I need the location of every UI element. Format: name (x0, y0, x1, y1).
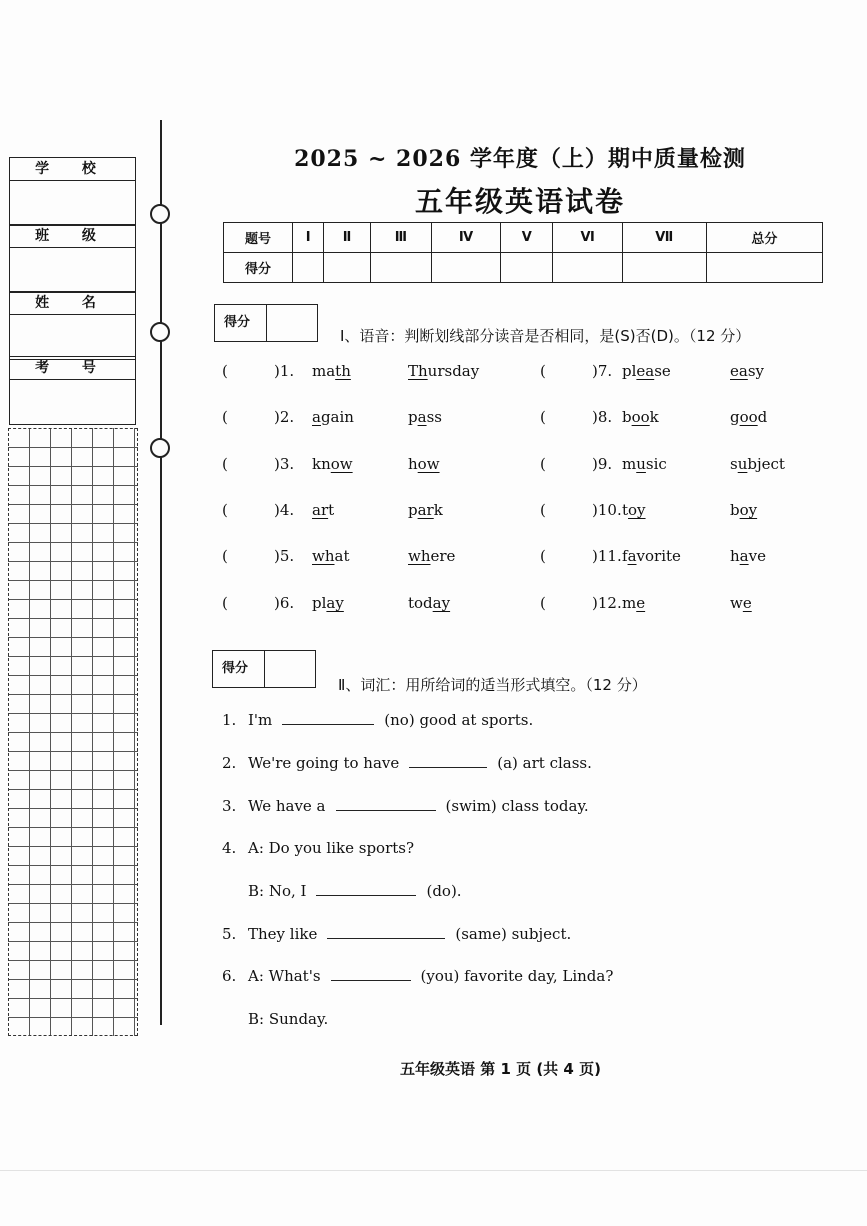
word-part: w (730, 594, 743, 612)
item-number: )5. (274, 547, 295, 565)
word-part: p (408, 501, 418, 519)
vocab-text: We're going to have (248, 754, 400, 772)
vocab-line (222, 753, 592, 772)
answer-paren: ( (222, 501, 228, 519)
vocab-hint: (no) good at sports. (384, 711, 534, 729)
class-value[interactable] (10, 248, 135, 292)
word-part: b (622, 408, 632, 426)
word-part: kn (312, 455, 331, 473)
item-number: )4. (274, 501, 295, 519)
answer-paren: ( (540, 362, 546, 380)
name-field (9, 291, 136, 360)
answer-paren: ( (540, 501, 546, 519)
page-bottom-rule (0, 1170, 867, 1171)
underlined-part: oy (628, 501, 646, 519)
underlined-part: oo (739, 408, 758, 426)
underlined-part: th (335, 362, 351, 380)
word-part: m (622, 594, 637, 612)
exam-number-label: 考 号 (10, 357, 135, 380)
underlined-part: ay (432, 594, 451, 612)
word-one (622, 547, 681, 565)
word-two (408, 408, 442, 426)
underlined-part: wh (408, 547, 431, 565)
item-number: )7. (592, 362, 613, 380)
answer-paren: ( (222, 408, 228, 426)
vocab-hint: (same) subject. (455, 925, 572, 943)
word-two (408, 547, 455, 565)
underlined-part: oy (739, 501, 758, 519)
score-cell[interactable] (706, 253, 822, 283)
word-part: d (757, 408, 768, 426)
word-part: ma (312, 362, 336, 380)
underlined-part: ea (730, 362, 748, 380)
word-part: t (622, 501, 629, 519)
answer-blank[interactable] (550, 547, 590, 567)
exam-number-field (9, 356, 136, 425)
page-footer: 五年级英语 第 1 页 (共 4 页) (400, 1060, 601, 1078)
fill-in-blank[interactable] (409, 753, 487, 768)
vocab-number: 2. (222, 754, 237, 772)
score-cell[interactable] (293, 253, 324, 283)
word-one (312, 455, 353, 473)
fill-in-blank[interactable] (327, 924, 445, 939)
word-two (730, 408, 767, 426)
word-part: ss (426, 408, 442, 426)
word-part: sic (645, 455, 667, 473)
word-part: se (654, 362, 671, 380)
word-part: h (408, 455, 418, 473)
underlined-part: a (739, 547, 749, 565)
vocab-line (222, 796, 589, 815)
school-value[interactable] (10, 181, 135, 225)
answer-blank[interactable] (550, 455, 590, 475)
underlined-part: a (627, 547, 637, 565)
answer-blank[interactable] (550, 362, 590, 382)
score-cell[interactable] (501, 253, 553, 283)
score-table-col: Ⅶ (622, 223, 706, 253)
vocab-line (222, 924, 571, 943)
score-table-row-header: 题号 (224, 223, 293, 253)
item-number: )11. (592, 547, 622, 565)
word-part: tod (408, 594, 433, 612)
score-cell[interactable] (431, 253, 500, 283)
answer-paren: ( (540, 594, 546, 612)
score-table-score-row (224, 253, 823, 283)
word-one (622, 455, 667, 473)
item-number: )1. (274, 362, 295, 380)
section2-score-box (212, 650, 316, 688)
score-table-col: Ⅴ (501, 223, 553, 253)
answer-blank[interactable] (232, 547, 272, 567)
word-part: s (730, 455, 738, 473)
item-number: )8. (592, 408, 613, 426)
vocab-number: 6. (222, 967, 237, 985)
section2-score-value[interactable] (265, 651, 315, 687)
class-label: 班 级 (10, 225, 135, 248)
vocab-text: A: Do you like sports? (248, 839, 415, 857)
word-two (730, 594, 752, 612)
answer-paren: ( (222, 362, 228, 380)
word-one (622, 408, 659, 426)
section2-score-label: 得分 (213, 651, 265, 687)
word-two (730, 501, 757, 519)
vocab-number: 3. (222, 797, 237, 815)
vocab-text: They like (248, 925, 318, 943)
vocab-text: B: Sunday. (248, 1010, 329, 1028)
answer-blank[interactable] (550, 408, 590, 428)
underlined-part: u (636, 455, 646, 473)
underlined-part: oo (631, 408, 650, 426)
vocab-line (222, 839, 414, 857)
vocab-hint: (you) favorite day, Linda? (420, 967, 614, 985)
underlined-part: ow (330, 455, 353, 473)
item-number: )2. (274, 408, 295, 426)
word-two (408, 594, 450, 612)
vocab-line (222, 1010, 328, 1028)
section2-title: Ⅱ、词汇：用所给词的适当形式填空。（12 分） (338, 676, 647, 694)
score-table-col: Ⅱ (324, 223, 370, 253)
underlined-part: Th (408, 362, 428, 380)
name-label: 姓 名 (10, 292, 135, 315)
answer-paren: ( (222, 547, 228, 565)
scratch-grid (8, 428, 138, 1036)
word-part: k (433, 501, 443, 519)
item-number: )9. (592, 455, 613, 473)
vocab-hint: (swim) class today. (445, 797, 589, 815)
name-value[interactable] (10, 315, 135, 359)
word-one (622, 501, 646, 519)
fill-in-blank[interactable] (316, 881, 416, 896)
answer-blank[interactable] (232, 455, 272, 475)
word-part: m (622, 455, 637, 473)
word-two (408, 362, 479, 380)
word-part: k (649, 408, 659, 426)
class-field (9, 224, 136, 293)
section1-score-box (214, 304, 318, 342)
word-part: vorite (636, 547, 681, 565)
answer-paren: ( (540, 547, 546, 565)
word-two (730, 455, 785, 473)
word-part: p (408, 408, 418, 426)
word-one (312, 362, 351, 380)
exam-title: 2025 ~ 2026 学年度（上）期中质量检测 (294, 146, 746, 172)
underlined-part: ay (326, 594, 344, 612)
underlined-part: e (742, 594, 752, 612)
word-part: ere (430, 547, 456, 565)
underlined-part: wh (312, 547, 335, 565)
word-part: ursday (427, 362, 480, 380)
answer-paren: ( (222, 455, 228, 473)
score-table-col: Ⅰ (293, 223, 324, 253)
item-number: )3. (274, 455, 295, 473)
word-one (622, 594, 645, 612)
answer-blank[interactable] (232, 362, 272, 382)
answer-blank[interactable] (550, 594, 590, 614)
vocab-hint: (a) art class. (497, 754, 592, 772)
word-two (730, 362, 764, 380)
fill-in-blank[interactable] (331, 966, 411, 981)
underlined-part: ar (417, 501, 434, 519)
word-one (312, 501, 334, 519)
word-one (312, 408, 354, 426)
section1-score-label: 得分 (215, 305, 267, 341)
underlined-part: ow (417, 455, 440, 473)
vocab-number: 4. (222, 839, 237, 857)
score-table-col: Ⅵ (553, 223, 622, 253)
underlined-part: u (737, 455, 748, 473)
item-number: )10. (592, 501, 622, 519)
answer-blank[interactable] (232, 594, 272, 614)
school-label: 学 校 (10, 158, 135, 181)
answer-paren: ( (540, 455, 546, 473)
exam-number-value[interactable] (10, 380, 135, 424)
item-number: )12. (592, 594, 622, 612)
answer-blank[interactable] (550, 501, 590, 521)
word-part: t (328, 501, 335, 519)
score-table-col: Ⅲ (370, 223, 431, 253)
binding-line (160, 120, 162, 1025)
vocab-text: I'm (248, 711, 273, 729)
score-cell[interactable] (622, 253, 706, 283)
underlined-part: ea (636, 362, 655, 380)
answer-blank[interactable] (232, 408, 272, 428)
vocab-text: B: No, I (248, 882, 307, 900)
fill-in-blank[interactable] (282, 710, 374, 725)
score-table (223, 222, 823, 283)
vocab-text: A: What's (248, 967, 321, 985)
binding-hole (150, 438, 170, 458)
binding-hole (150, 204, 170, 224)
underlined-part: ar (312, 501, 329, 519)
word-two (730, 547, 766, 565)
binding-hole (150, 322, 170, 342)
word-two (408, 455, 440, 473)
school-field (9, 157, 136, 226)
score-table-col: Ⅳ (431, 223, 500, 253)
underlined-part: a (417, 408, 427, 426)
word-part: g (730, 408, 740, 426)
vocab-line (222, 710, 533, 729)
score-cell[interactable] (553, 253, 622, 283)
score-table-header-row (224, 223, 823, 253)
underlined-part: e (636, 594, 646, 612)
word-part: ve (748, 547, 766, 565)
word-part: b (730, 501, 740, 519)
vocab-number: 5. (222, 925, 237, 943)
score-cell[interactable] (370, 253, 431, 283)
item-number: )6. (274, 594, 295, 612)
word-part: bject (747, 455, 785, 473)
vocab-text: We have a (248, 797, 326, 815)
vocab-line (222, 966, 613, 985)
answer-blank[interactable] (232, 501, 272, 521)
answer-paren: ( (222, 594, 228, 612)
word-one (312, 547, 349, 565)
word-one (312, 594, 344, 612)
fill-in-blank[interactable] (336, 796, 436, 811)
score-table-col: 总分 (706, 223, 822, 253)
vocab-number: 1. (222, 711, 237, 729)
section1-score-value[interactable] (267, 305, 317, 341)
word-two (408, 501, 443, 519)
word-part: pl (622, 362, 637, 380)
underlined-part: a (312, 408, 321, 426)
answer-paren: ( (540, 408, 546, 426)
word-part: pl (312, 594, 327, 612)
vocab-line (222, 881, 462, 900)
word-part: at (334, 547, 350, 565)
word-part: sy (747, 362, 764, 380)
word-part: h (730, 547, 740, 565)
exam-subtitle: 五年级英语试卷 (414, 185, 625, 218)
word-part: gain (320, 408, 354, 426)
section1-title: Ⅰ、语音：判断划线部分读音是否相同，是(S)否(D)。（12 分） (340, 327, 751, 345)
score-cell[interactable] (324, 253, 370, 283)
word-part: f (622, 547, 628, 565)
vocab-hint: (do). (426, 882, 462, 900)
word-one (622, 362, 671, 380)
score-table-score-label: 得分 (224, 253, 293, 283)
